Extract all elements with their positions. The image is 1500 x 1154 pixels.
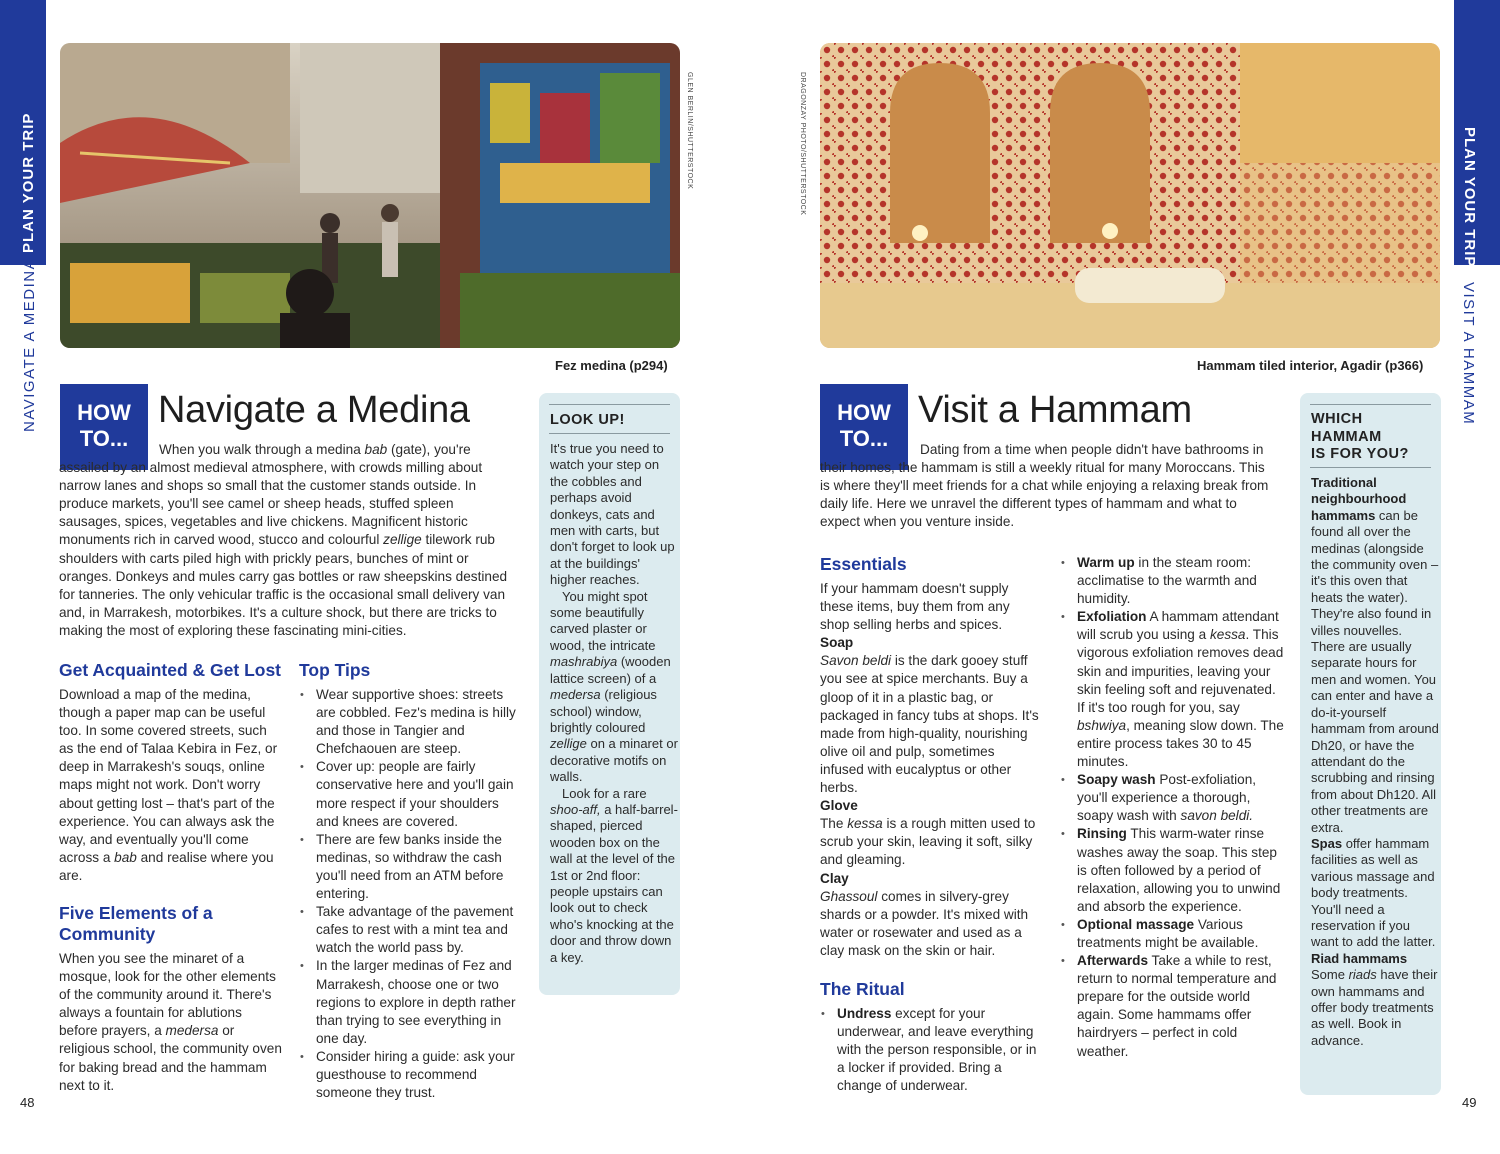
photo-caption-left: Fez medina (p294) xyxy=(555,358,668,373)
sidebar-rule-top xyxy=(549,404,670,405)
topic-tab-label-left: NAVIGATE A MEDINA xyxy=(21,257,38,432)
howto-line2: TO... xyxy=(79,426,129,451)
sidebar-rule-bottom xyxy=(1310,467,1431,468)
body-text: It's true you need to watch your step on the cobbles and perhaps avoid donkeys, cats and men with carts, but don't forget to look up at the buildings' higher reaches. xyxy=(550,441,675,588)
sidebar-title-line: HAMMAM xyxy=(1311,428,1382,445)
howto-line1: HOW xyxy=(77,400,131,425)
ritual-list-col2 xyxy=(1060,554,1285,1061)
photo-credit-right: DRAGONZAY PHOTO/SHUTTERSTOCK xyxy=(799,72,806,216)
fez-medina-photo xyxy=(60,43,680,348)
body-text: If your hammam doesn't supply these items, buy them from any shop selling herbs and spices. xyxy=(820,581,1010,633)
body-text: The xyxy=(820,816,848,832)
sidebar-title xyxy=(1311,411,1409,464)
top-tips-heading: Top Tips xyxy=(299,660,371,680)
term-bshwiya: bshwiya xyxy=(1077,717,1127,733)
five-elements-heading: Five Elements of a Community xyxy=(59,903,213,944)
body-text: Some xyxy=(1311,967,1349,983)
term-savon-beldi: Savon beldi xyxy=(820,653,892,669)
intro-text: Dating from a time when people didn't have bathrooms in their homes, the hammam is still a weekly ritual for many Moroccans. This is where they'll meet friends for a chat while enjoying a relaxing break from daily life. Here we unravel the different types of hammam and what to expect when you venture inside. xyxy=(820,442,1269,530)
list-item: • There are few banks inside the medinas, so withdraw the cash you'll need from an ATM before entering. xyxy=(299,831,524,903)
howto-line1: HOW xyxy=(837,400,891,425)
body-text: Look for a rare xyxy=(562,785,647,801)
list-item: • Wear supportive shoes: streets are cobbled. Fez's medina is hilly and those in Tangier and Chefchaouen are steep. xyxy=(299,686,524,758)
body-text: . This vigorous exfoliation removes dead skin and impurities, leaving your skin feeling soft and rejuvenated. If it's too rough for you, say xyxy=(1077,627,1284,715)
body-text: (wooden lattice screen) of a xyxy=(550,654,671,686)
sidebar-rule-bottom xyxy=(549,433,670,434)
term-exfoliation: Exfoliation xyxy=(1077,609,1147,625)
body-text: Take a while to rest, return to normal temperature and prepare for the outside world again. Some hammams offer hairdryers – perfect in cold weather. xyxy=(1077,953,1277,1059)
sidebar-title-line: IS FOR YOU? xyxy=(1311,446,1409,462)
glove-label: Glove xyxy=(820,798,858,814)
list-item: • Take advantage of the pavement cafes to rest with a mint tea and watch the world pass by. xyxy=(299,903,524,957)
intro-paragraph-right xyxy=(820,441,1275,531)
sidebar-title-line: WHICH xyxy=(1311,411,1363,427)
term-savon-beldi: savon beldi. xyxy=(1180,808,1254,824)
photo-credit-left: GLEN BERLIN/SHUTTERSTOCK xyxy=(686,72,693,190)
section-tab-label-right: PLAN YOUR TRIP xyxy=(1461,127,1478,268)
sidebar-rule-top xyxy=(1310,404,1431,405)
howto-line2: TO... xyxy=(839,426,889,451)
list-item xyxy=(1060,916,1285,952)
list-item xyxy=(1060,608,1285,771)
body-text: When you see the minaret of a mosque, look for the other elements of the community around it. There's always a fountain for ablutions before prayers, a xyxy=(59,951,276,1039)
term-rinsing: Rinsing xyxy=(1077,826,1127,842)
topic-tab-label-right: VISIT A HAMMAM xyxy=(1460,282,1477,426)
body-text: You might spot some beautifully carved plaster or wood, the intricate xyxy=(550,588,656,653)
sidebar-body xyxy=(1311,475,1439,1049)
essentials-heading: Essentials xyxy=(820,554,907,574)
ritual-heading: The Ritual xyxy=(820,979,905,999)
body-text: can be found all over the medinas (alongside the community oven – it's this oven that heats the water). They're also found in villes nouvelles. There are usually separate hours for men and women. You can enter and have a do-it-yourself hammam from around Dh20, or have the attendant do the scrubbing and rinsing from about Dh120. All other treatments are extra. xyxy=(1311,507,1439,835)
list-item xyxy=(1060,952,1285,1061)
section-tab-label-left: PLAN YOUR TRIP xyxy=(20,112,37,253)
page-title-left: Navigate a Medina xyxy=(158,389,470,431)
list-item: • In the larger medinas of Fez and Marrakesh, choose one or two regions to explore in depth rather than trying to see everything in one day. xyxy=(299,957,524,1047)
body-text: is the dark gooey stuff you see at spice merchants. Buy a gloop of it in a plastic bag, or packaged in fancy tubs at shops. It's made from high-quality, nourishing olive oil and pulp, sometimes infused with eucalyptus or other herbs. xyxy=(820,653,1039,796)
list-item xyxy=(820,1005,1042,1095)
term-spas: Spas xyxy=(1311,835,1343,851)
look-up-sidebar xyxy=(539,393,680,995)
five-elements-text xyxy=(59,950,284,1095)
body-text: This warm-water rinse washes away the soap. This step is often followed by a period of relaxation, allowing you to unwind and absorb the experience. xyxy=(1077,826,1281,914)
body-text: A hammam attendant will scrub you using a xyxy=(1077,609,1279,643)
term-traditional: Traditional neighbourhood hammams xyxy=(1311,475,1407,523)
page-number-left: 48 xyxy=(20,1095,35,1110)
body-text: except for your underwear, and leave everything with the person responsible, or in a locker if provided. Bring a change of underwear. xyxy=(837,1006,1037,1094)
body-text: is a rough mitten used to scrub your skin, leaving it soft, silky and gleaming. xyxy=(820,816,1036,868)
soap-label: Soap xyxy=(820,635,854,651)
term-medersa: medersa xyxy=(550,687,601,703)
essentials-text xyxy=(820,580,1042,960)
body-text: in the steam room: acclimatise to the warmth and humidity. xyxy=(1077,555,1257,607)
term-riads: riads xyxy=(1348,967,1377,983)
term-riad-hammams: Riad hammams xyxy=(1311,950,1408,966)
intro-term-bab: bab xyxy=(364,442,388,457)
term-kessa: kessa xyxy=(1209,627,1246,643)
term-afterwards: Afterwards xyxy=(1077,953,1149,969)
term-kessa: kessa xyxy=(847,816,883,832)
top-tips-list xyxy=(299,686,524,1102)
body-text: on a minaret or decorative motifs on walls. xyxy=(550,736,678,785)
list-item: • Consider hiring a guide: ask your guesthouse to recommend someone they trust. xyxy=(299,1048,524,1102)
list-item xyxy=(1060,771,1285,825)
clay-label: Clay xyxy=(820,870,849,886)
body-text: Download a map of the medina, though a paper map can be useful too. In some covered streets, such as the end of Talaa Kebira in Fez, or deep in Marrakesh's souqs, online maps might not work. Don't worry about getting lost – that's part of the experience. You can always ask the way, and eventually you'll come across a xyxy=(59,687,278,865)
term-medersa: medersa xyxy=(165,1023,219,1039)
body-text: or religious school, the community oven for baking bread and the hammam next to it. xyxy=(59,1023,282,1093)
term-zellige: zellige xyxy=(550,736,587,752)
intro-text: tilework rub shoulders with carts piled high with prickly pears, bunches of mint or oranges. Donkeys and mules carry gas bottles or raw sheepskins destined for tanneries. The only vehicular traffic is the occasional small delivery van and, in Marrakesh, motorbikes. It's a culture shock, but there are tricks to making the most of exploring these fascinating mini-cities. xyxy=(59,532,508,638)
body-text: , meaning slow down. The entire process takes 30 to 45 minutes. xyxy=(1077,717,1284,770)
photo-caption-right: Hammam tiled interior, Agadir (p366) xyxy=(1197,358,1424,373)
term-mashrabiya: mashrabiya xyxy=(550,654,618,670)
get-acquainted-text xyxy=(59,686,281,885)
term-soapy-wash: Soapy wash xyxy=(1077,772,1156,788)
body-text: Various treatments might be available. xyxy=(1077,916,1259,950)
get-acquainted-heading: Get Acquainted & Get Lost xyxy=(59,660,282,680)
sidebar-body xyxy=(550,441,678,966)
term-ghassoul: Ghassoul xyxy=(820,888,878,904)
body-text: and realise where you are. xyxy=(59,849,274,883)
term-warm-up: Warm up xyxy=(1077,555,1135,570)
body-text: offer hammam facilities as well as various massage and body treatments. You'll need a reservation if you want to add the latter. xyxy=(1311,835,1436,950)
ritual-list-col1 xyxy=(820,1005,1042,1095)
intro-text: When you walk through a medina xyxy=(159,442,365,457)
which-hammam-sidebar xyxy=(1300,393,1441,1095)
term-shoo-aff: shoo-aff, xyxy=(550,801,601,817)
hammam-interior-photo xyxy=(820,43,1440,348)
list-item xyxy=(1060,554,1285,608)
list-item xyxy=(1060,825,1285,915)
term-optional-massage: Optional massage xyxy=(1077,916,1195,932)
intro-paragraph-left xyxy=(59,441,519,640)
body-text: (religious school) window, brightly coloured xyxy=(550,687,657,735)
body-text: comes in silvery-grey shards or a powder. It's mixed with water or rosewater and used as a clay mask on the skin or hair. xyxy=(820,888,1029,958)
intro-text: (gate), you're assailed by an almost medieval atmosphere, with crowds milling about narrow lanes and shops so small that the customer stands outside. In produce markets, you'll see camel or sheep heads, stuffed spleen sausages, spices, vegetables and live chickens. Magnificent historic monuments rich in carved wood, stucco and colourful xyxy=(59,442,483,548)
page-title-right: Visit a Hammam xyxy=(918,389,1192,431)
body-text: have their own hammams and offer body treatments as well. Book in advance. xyxy=(1311,967,1438,1048)
term-undress: Undress xyxy=(837,1006,892,1021)
body-text: Post-exfoliation, you'll experience a thorough, soapy wash with xyxy=(1077,772,1257,824)
term-bab: bab xyxy=(114,849,137,865)
body-text: a half-barrel-shaped, pierced wooden box on the wall at the level of the 1st or 2nd floor: people upstairs can look out to check who's knocking at the door and throw down a key. xyxy=(550,801,678,965)
sidebar-title: LOOK UP! xyxy=(550,412,625,428)
page-number-right: 49 xyxy=(1462,1095,1477,1110)
intro-term-zellige: zellige xyxy=(383,532,422,548)
list-item: • Cover up: people are fairly conservative here and you'll gain more respect if your shoulders and knees are covered. xyxy=(299,758,524,830)
